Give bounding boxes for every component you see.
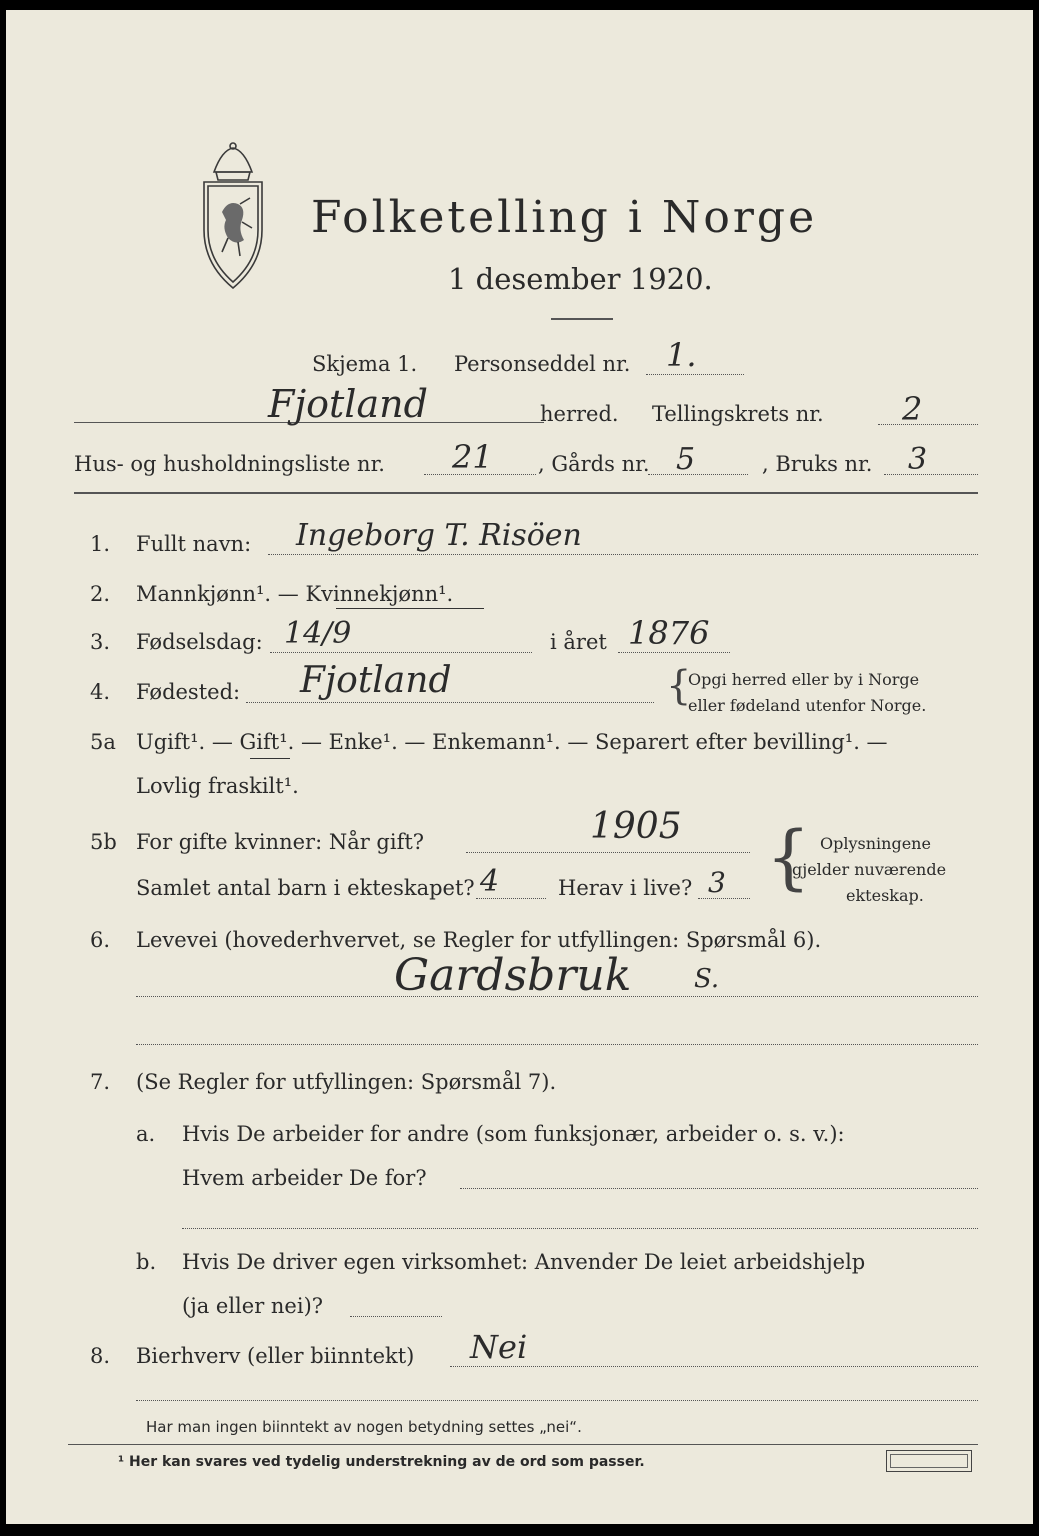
birthday-line (270, 652, 532, 653)
footer-separator (68, 1444, 978, 1445)
q7a-line1: Hvis De arbeider for andre (som funksjonær, arbeider o. s. v.): (182, 1122, 845, 1146)
q1-label: Fullt navn: (136, 532, 252, 556)
q4-note-line2: eller fødeland utenfor Norge. (688, 696, 927, 715)
personseddel-value[interactable]: 1. (666, 336, 697, 374)
married-year-line (466, 852, 750, 853)
alive-value[interactable]: 3 (708, 866, 726, 899)
occupation-line2 (136, 1044, 978, 1045)
q3-number: 3. (90, 630, 111, 654)
q7b-line2: (ja eller nei)? (182, 1294, 324, 1318)
q4-label: Fødested: (136, 680, 241, 704)
full-name-value[interactable]: Ingeborg T. Risöen (296, 518, 582, 553)
q5b-number: 5b (90, 830, 117, 854)
marital-status-options-line2[interactable]: Lovlig fraskilt¹. (136, 774, 299, 798)
children-line (476, 898, 546, 899)
q4-brace: { (666, 663, 692, 709)
birthplace-line (246, 702, 654, 703)
alive-label: Herav i live? (558, 876, 693, 900)
side-income-line1 (450, 1366, 978, 1367)
gards-line (648, 474, 748, 475)
hus-line (424, 474, 536, 475)
employer-line2 (182, 1228, 978, 1229)
form-title: Folketelling i Norge (311, 192, 818, 243)
q5a-number: 5a (90, 730, 116, 754)
coat-of-arms-icon (192, 142, 274, 292)
birth-year-value[interactable]: 1876 (628, 614, 710, 652)
hus-value[interactable]: 21 (452, 438, 493, 476)
q5b-note-line3: ekteskap. (846, 886, 924, 905)
marital-status-options[interactable]: Ugift¹. — Gift¹. — Enke¹. — Enkemann¹. — Separert efter bevilling¹. — (136, 730, 888, 754)
gards-value[interactable]: 5 (676, 442, 696, 477)
q7b-line1: Hvis De driver egen virksomhet: Anvender De leiet arbeidshjelp (182, 1250, 866, 1274)
q4-number: 4. (90, 680, 111, 704)
birth-year-line (618, 652, 730, 653)
header-separator (74, 492, 978, 494)
q7a-line2: Hvem arbeider De for? (182, 1166, 427, 1190)
tellingskrets-label: Tellingskrets nr. (652, 402, 824, 426)
birthplace-value[interactable]: Fjotland (300, 660, 452, 701)
q6-number: 6. (90, 928, 111, 952)
bruks-line (884, 474, 978, 475)
children-label: Samlet antal barn i ekteskapet? (136, 876, 475, 900)
q8-number: 8. (90, 1344, 111, 1368)
title-divider (551, 318, 613, 320)
hired-help-line (350, 1316, 442, 1317)
employer-line1 (460, 1188, 978, 1189)
q7-label: (Se Regler for utfyllingen: Spørsmål 7). (136, 1070, 557, 1094)
personseddel-line (646, 374, 744, 375)
footnote: ¹ Her kan svares ved tydelig understrekning av de ord som passer. (118, 1454, 645, 1470)
herred-value[interactable]: Fjotland (268, 382, 428, 426)
q4-note-line1: Opgi herred eller by i Norge (688, 670, 920, 689)
gender-options[interactable]: Mannkjønn¹. — Kvinnekjønn¹. (136, 582, 454, 606)
birthday-value[interactable]: 14/9 (284, 616, 352, 651)
census-form (6, 10, 1033, 1524)
skjema-label: Skjema 1. (312, 352, 418, 376)
q5b-label: For gifte kvinner: Når gift? (136, 830, 425, 854)
alive-line (698, 898, 750, 899)
married-year-value[interactable]: 1905 (590, 806, 682, 847)
q5b-note-line2: gjelder nuværende (792, 860, 947, 879)
tellingskrets-line (878, 424, 978, 425)
q7-number: 7. (90, 1070, 111, 1094)
gards-label: , Gårds nr. (538, 452, 650, 476)
bruks-value[interactable]: 3 (908, 442, 928, 477)
occupation-extra: S. (694, 964, 720, 994)
census-date: 1 desember 1920. (448, 262, 713, 296)
q7b-letter: b. (136, 1250, 157, 1274)
q6-label: Levevei (hovederhvervet, se Regler for utfyllingen: Spørsmål 6). (136, 928, 822, 952)
gender-underline (336, 608, 484, 609)
q8-label: Bierhverv (eller biinntekt) (136, 1344, 415, 1368)
tellingskrets-value[interactable]: 2 (902, 390, 923, 428)
herred-label: herred. (540, 402, 619, 426)
q5b-brace: { (766, 816, 811, 898)
q2-number: 2. (90, 582, 111, 606)
bruks-label: , Bruks nr. (762, 452, 873, 476)
occupation-line1 (136, 996, 978, 997)
nei-note: Har man ingen biinntekt av nogen betydning settes „nei“. (146, 1418, 582, 1436)
year-label: i året (550, 630, 607, 654)
q3-label: Fødselsdag: (136, 630, 263, 654)
gift-underline (250, 758, 290, 759)
hus-label: Hus- og husholdningsliste nr. (74, 452, 385, 476)
children-value[interactable]: 4 (480, 864, 500, 899)
occupation-value[interactable]: Gardsbruk (394, 950, 632, 1001)
side-income-line2 (136, 1400, 978, 1401)
personseddel-label: Personseddel nr. (454, 352, 631, 376)
printer-stamp (886, 1450, 972, 1472)
q5b-note-line1: Oplysningene (820, 834, 931, 853)
q1-number: 1. (90, 532, 111, 556)
full-name-line (268, 554, 978, 555)
side-income-value[interactable]: Nei (470, 1328, 528, 1366)
q7a-letter: a. (136, 1122, 156, 1146)
